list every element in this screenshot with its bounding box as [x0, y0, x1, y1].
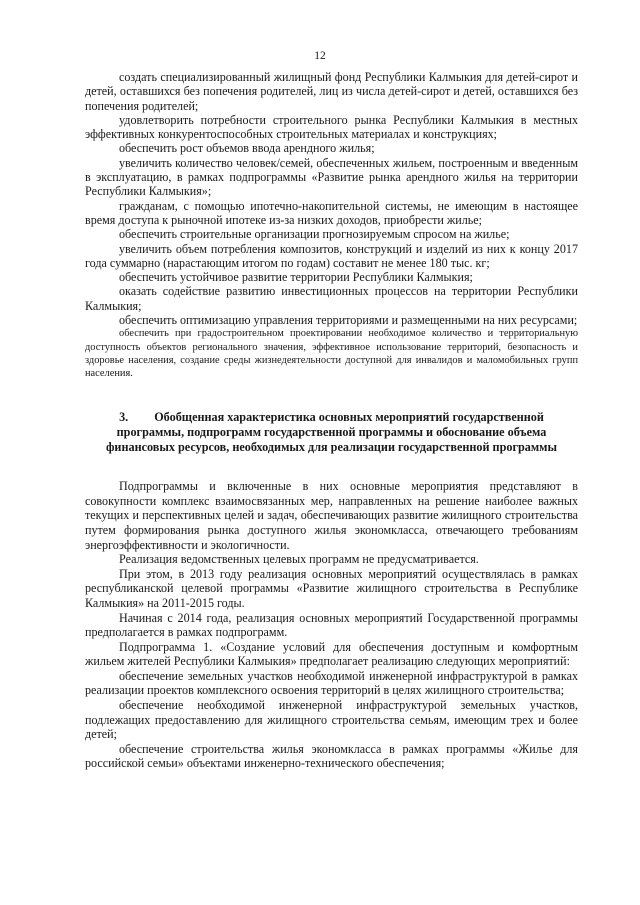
list-item: обеспечить строительные организации прогнозируемым спросом на жилье;	[119, 227, 510, 242]
list-item: гражданам, с помощью ипотечно-накопительной системы, не имеющим в настоящее время доступа к рыночной ипотеке из-за низких доходов, приобрести жилье;	[85, 198, 578, 227]
body-paragraph: Подпрограммы и включенные в них основные мероприятия представляют в совокупности комплекс взаимосвязанных мер, направленных на решение наиболее важных текущих и перспективных целей и задач, обеспечивающих развитие жилищного строительства путем формирования рынка доступного жилья экономкласса, отвечающего требованиям энергоэффективности и экологичности.	[85, 479, 578, 552]
body-paragraph: обеспечение необходимой инженерной инфраструктурой земельных участков, подлежащих предоставлению для жилищного строительства семьям, имеющим трех и более детей;	[85, 698, 578, 742]
goals-list	[85, 70, 578, 380]
list-item: обеспечить устойчивое развитие территории Республики Калмыкия;	[119, 270, 473, 285]
section-number: 3.	[119, 410, 129, 425]
list-item: обеспечить оптимизацию управления территориями и размещенными на них ресурсами;	[119, 313, 578, 328]
body-paragraph: обеспечение строительства жилья экономкласса в рамках программы «Жилье для российской семьи» объектами инженерно-технического обеспечения;	[85, 741, 578, 771]
list-item: удовлетворить потребности строительного рынка Республики Калмыкия в местных эффективных конкурентоспособных строительных материалах и конструкциях;	[85, 112, 578, 142]
list-item: обеспечить рост объемов ввода арендного жилья;	[119, 141, 375, 156]
list-item: оказать содействие развитию инвестиционных процессов на территории Республики Калмыкия;	[85, 284, 578, 313]
body-paragraph: Подпрограмма 1. «Создание условий для обеспечения доступным и комфортным жильем жителей Республики Калмыкия» предполагает реализацию следующих мероприятий:	[85, 639, 578, 669]
body-paragraph: Начиная с 2014 года, реализация основных мероприятий Государственной программы предполагается в рамках подпрограмм.	[85, 610, 578, 640]
body-paragraph: При этом, в 2013 году реализация основных мероприятий осуществлялась в рамках республиканской целевой программы «Развитие жилищного строительства в Республике Калмыкия» на 2011-2015 годы.	[85, 566, 578, 610]
page-content	[85, 70, 578, 771]
list-item: обеспечить при градостроительном проектировании необходимое количество и территориальную доступность объектов регионального значения, эффективное использование территорий, безопасность и здоровье населения, создание среды жизнедеятельности доступной для инвалидов и маломобильных групп населения.	[85, 328, 578, 379]
body-paragraph: Реализация ведомственных целевых программ не предусматривается.	[119, 552, 479, 567]
list-item: увеличить объем потребления композитов, конструкций и изделий из них к концу 2017 года суммарно (нарастающим итогом по годам) составит не менее 180 тыс. кг;	[85, 241, 578, 270]
page-number: 12	[314, 50, 326, 62]
section-heading	[85, 410, 578, 455]
section-title: Обобщенная характеристика основных мероприятий государственной программы, подпрограмм государственной программы и обоснование объема финансовых ресурсов, необходимых для реализации государственной программы	[106, 410, 557, 455]
section-body	[85, 479, 578, 771]
list-item: создать специализированный жилищный фонд Республики Калмыкия для детей-сирот и детей, оставшихся без попечения родителей, лиц из числа детей-сирот и детей, оставшихся без попечения родителей;	[85, 70, 578, 113]
list-item: увеличить количество человек/семей, обеспеченных жильем, построенным и введенным в эксплуатацию, в рамках подпрограммы «Развитие рынка арендного жилья на территории Республики Калмыкия»;	[85, 155, 578, 199]
body-paragraph: обеспечение земельных участков необходимой инженерной инфраструктурой в рамках реализации проектов комплексного освоения территорий в целях жилищного строительства;	[85, 668, 578, 698]
